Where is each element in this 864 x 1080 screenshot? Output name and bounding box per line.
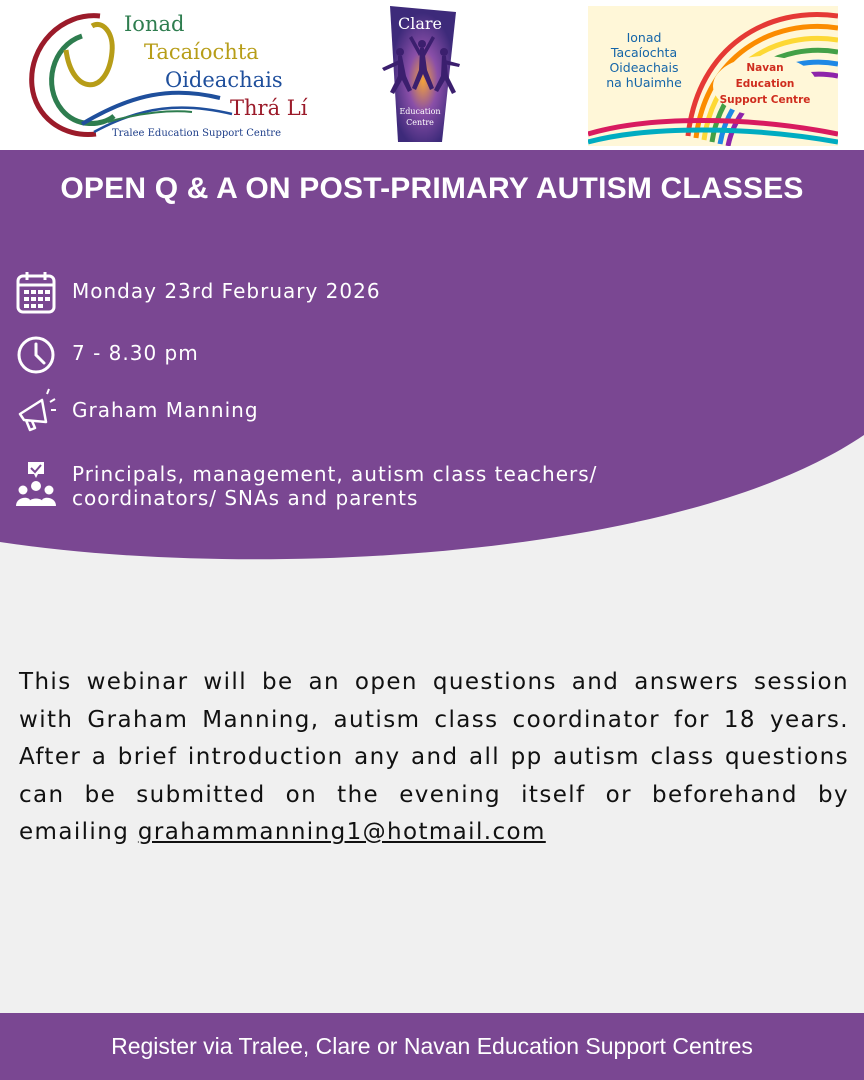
date-row — [16, 270, 381, 314]
navan-irish-line-3: Oideachais — [609, 60, 679, 75]
clare-subtitle — [372, 106, 468, 128]
email-link[interactable]: grahammanning1@hotmail.com — [137, 819, 546, 845]
clare-logo — [372, 6, 468, 144]
tralee-english-name: Tralee Education Support Centre — [112, 128, 282, 139]
tralee-line-4: Thrá Lí — [230, 96, 308, 120]
calendar-icon — [16, 270, 56, 314]
navan-irish-line-1: Ionad — [626, 30, 662, 45]
navan-irish-line-4: na hUaimhe — [606, 75, 682, 90]
tralee-line-2: Tacaíochta — [144, 40, 259, 64]
navan-irish-name — [594, 30, 694, 90]
footer-text: Register via Tralee, Clare or Navan Education Support Centres — [111, 1033, 753, 1059]
clare-sub-line-2: Centre — [406, 118, 434, 127]
event-speaker: Graham Manning — [72, 398, 259, 422]
navan-logo — [588, 6, 838, 146]
navan-eng-line-1: Navan — [746, 62, 784, 74]
speaker-row — [16, 388, 259, 432]
navan-eng-line-2: Education — [735, 78, 795, 90]
audience-line-1: Principals, management, autism class teachers/ — [72, 462, 598, 486]
megaphone-icon — [16, 388, 56, 432]
audience-icon — [16, 460, 56, 508]
event-audience — [72, 462, 597, 510]
navan-irish-line-2: Tacaíochta — [610, 45, 678, 60]
tralee-line-1: Ionad — [124, 12, 185, 36]
event-description — [19, 664, 849, 852]
audience-line-2: coordinators/ SNAs and parents — [72, 486, 419, 510]
logos-header — [0, 0, 864, 150]
description-text: This webinar will be an open questions and answers session with Graham Manning, autism class coordinator for 18 years. After a brief introduction any and all pp autism class questions can be submitted on the evening itself or beforehand by emailing — [19, 669, 849, 845]
event-time: 7 - 8.30 pm — [72, 341, 199, 365]
navan-english-name — [712, 60, 818, 108]
footer-bar — [0, 1013, 864, 1080]
clock-icon — [16, 333, 56, 377]
navan-eng-line-3: Support Centre — [719, 94, 811, 106]
tralee-line-3: Oideachais — [165, 68, 283, 92]
clare-sub-line-1: Education — [399, 107, 441, 116]
tralee-logo — [22, 6, 322, 146]
event-date: Monday 23rd February 2026 — [72, 279, 381, 303]
audience-row — [16, 460, 597, 510]
event-title: OPEN Q & A ON POST-PRIMARY AUTISM CLASSES — [60, 172, 804, 205]
time-row — [16, 333, 199, 377]
clare-title: Clare — [397, 14, 442, 33]
